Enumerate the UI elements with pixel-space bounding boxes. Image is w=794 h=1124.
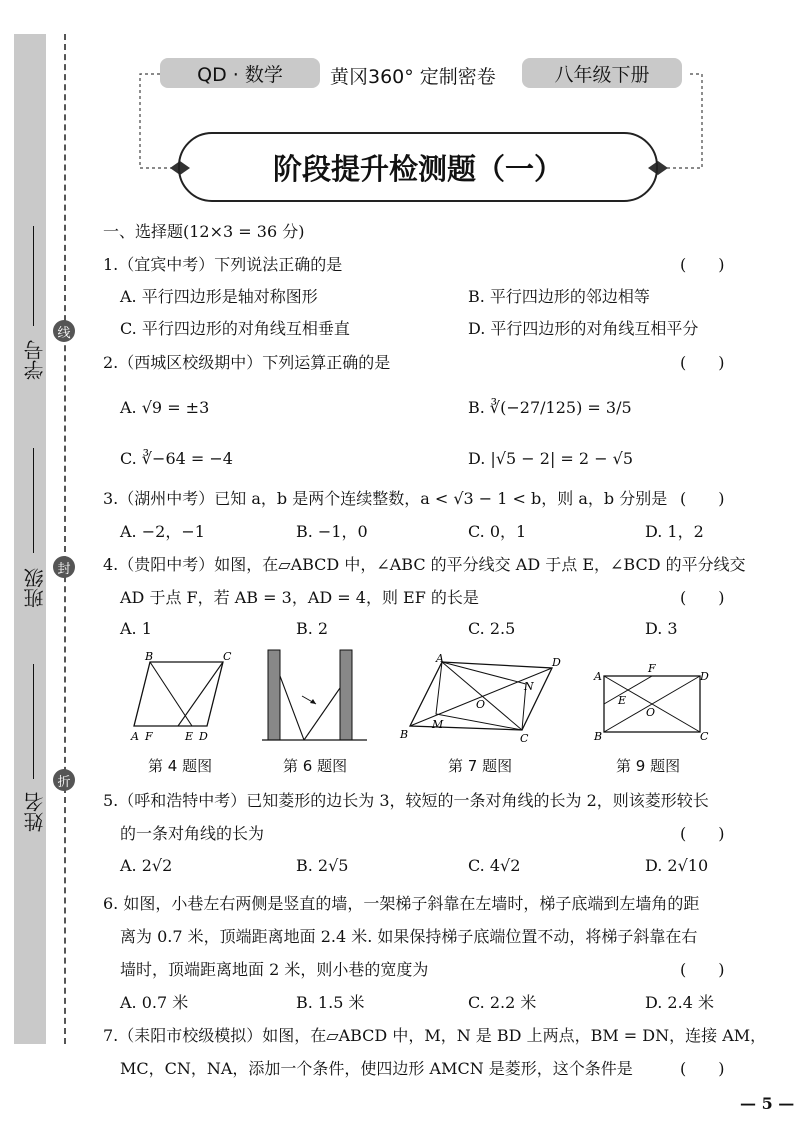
q5-option-c[interactable]: C. 4√2: [468, 856, 521, 875]
svg-text:B: B: [145, 650, 154, 663]
figure-4: [125, 650, 240, 745]
name-blank: [33, 664, 34, 779]
badge-line: 线: [53, 320, 75, 342]
q6-answer-blank[interactable]: ( ): [680, 960, 725, 979]
figure-6: [262, 648, 372, 748]
q5-answer-blank[interactable]: ( ): [680, 824, 725, 843]
q6-option-c[interactable]: C. 2.2 米: [468, 993, 537, 1012]
q3-answer-blank[interactable]: ( ): [680, 489, 725, 508]
q2-option-a[interactable]: A. √9 = ±3: [120, 398, 210, 417]
svg-text:N: N: [524, 680, 534, 693]
q2-option-d[interactable]: D. |√5 − 2| = 2 − √5: [468, 449, 634, 468]
svg-text:E: E: [185, 730, 194, 743]
svg-text:D: D: [552, 656, 561, 669]
svg-text:D: D: [700, 670, 709, 683]
grade-pill: 八年级下册: [522, 58, 682, 88]
fig6-caption: 第 6 题图: [283, 757, 348, 775]
binding-strip: [14, 34, 46, 1044]
svg-text:F: F: [648, 662, 656, 675]
q4-option-d[interactable]: D. 3: [645, 619, 678, 638]
q6-stem-line3: 墙时，顶端距离地面 2 米，则小巷的宽度为: [120, 960, 429, 979]
svg-text:A: A: [594, 670, 602, 683]
svg-text:A: A: [436, 652, 444, 665]
q3-option-a[interactable]: A. −2，−1: [120, 522, 205, 541]
q4-stem-line2: AD 于点 F，若 AB = 3，AD = 4，则 EF 的长是: [120, 588, 479, 607]
svg-text:C: C: [223, 650, 232, 663]
q1-option-b[interactable]: B. 平行四边形的邻边相等: [468, 287, 650, 306]
series-name: 黄冈360° 定制密卷: [330, 66, 496, 88]
svg-text:A: A: [131, 730, 139, 743]
q5-option-a[interactable]: A. 2√2: [120, 856, 173, 875]
q6-option-b[interactable]: B. 1.5 米: [296, 993, 365, 1012]
q4-option-b[interactable]: B. 2: [296, 619, 329, 638]
student-id-label: 学号: [23, 340, 47, 380]
q4-option-c[interactable]: C. 2.5: [468, 619, 516, 638]
q2-stem: 2.（西城区校级期中）下列运算正确的是: [103, 353, 391, 372]
q1-option-d[interactable]: D. 平行四边形的对角线互相平分: [468, 319, 699, 338]
svg-text:C: C: [700, 730, 709, 743]
q6-option-a[interactable]: A. 0.7 米: [120, 993, 189, 1012]
q3-option-d[interactable]: D. 1，2: [645, 522, 704, 541]
q2-answer-blank[interactable]: ( ): [680, 353, 725, 372]
q3-option-b[interactable]: B. −1，0: [296, 522, 368, 541]
svg-text:C: C: [520, 732, 529, 744]
q3-stem: 3.（湖州中考）已知 a，b 是两个连续整数，a < √3 − 1 < b，则 a，b 分别是: [103, 489, 668, 508]
svg-text:O: O: [646, 706, 656, 719]
cut-line: [64, 34, 66, 1044]
q6-stem-line1: 6. 如图，小巷左右两侧是竖直的墙，一架梯子斜靠在左墙时，梯子底端到左墙角的距: [103, 894, 700, 913]
subject-pill: QD · 数学: [160, 58, 320, 88]
q3-option-c[interactable]: C. 0，1: [468, 522, 527, 541]
q2-option-c[interactable]: C. ∛−64 = −4: [120, 449, 233, 468]
badge-seal: 封: [53, 556, 75, 578]
svg-text:E: E: [618, 694, 627, 707]
q7-stem-line2: MC，CN，NA，添加一个条件，使四边形 AMCN 是菱形，这个条件是: [120, 1059, 633, 1078]
q6-stem-line2: 离为 0.7 米，顶端距离地面 2.4 米. 如果保持梯子底端位置不动，将梯子斜靠在右: [120, 927, 698, 946]
badge-fold: 折: [53, 769, 75, 791]
q1-option-a[interactable]: A. 平行四边形是轴对称图形: [120, 287, 318, 306]
q7-stem-line1: 7.（耒阳市校级模拟）如图，在▱ABCD 中，M，N 是 BD 上两点，BM = DN，连接 AM，: [103, 1026, 767, 1045]
q7-answer-blank[interactable]: ( ): [680, 1059, 725, 1078]
q5-stem-line1: 5.（呼和浩特中考）已知菱形的边长为 3，较短的一条对角线的长为 2，则该菱形较长: [103, 791, 709, 810]
student-id-blank: [33, 226, 34, 326]
q4-answer-blank[interactable]: ( ): [680, 588, 725, 607]
figure-9: [590, 660, 715, 745]
svg-text:B: B: [594, 730, 603, 743]
svg-text:F: F: [145, 730, 153, 743]
q5-stem-line2: 的一条对角线的长为: [120, 824, 265, 843]
q5-option-b[interactable]: B. 2√5: [296, 856, 349, 875]
q6-option-d[interactable]: D. 2.4 米: [645, 993, 714, 1012]
q4-option-a[interactable]: A. 1: [120, 619, 152, 638]
class-blank: [33, 448, 34, 553]
class-label: 班级: [23, 568, 47, 608]
page-number: — 5 —: [740, 1094, 794, 1113]
q2-option-b[interactable]: B. ∛(−27/125) = 3/5: [468, 398, 632, 417]
section-heading: 一、选择题(12×3 = 36 分): [103, 222, 305, 241]
svg-text:M: M: [432, 718, 444, 731]
q5-option-d[interactable]: D. 2√10: [645, 856, 709, 875]
svg-text:B: B: [400, 728, 409, 741]
page-title: 阶段提升检测题（一）: [178, 132, 658, 202]
q1-stem: 1.（宜宾中考）下列说法正确的是: [103, 255, 343, 274]
svg-text:D: D: [199, 730, 208, 743]
fig4-caption: 第 4 题图: [148, 757, 213, 775]
fig9-caption: 第 9 题图: [616, 757, 681, 775]
svg-text:O: O: [476, 698, 486, 711]
figure-7: [398, 652, 566, 744]
name-label: 姓名: [23, 792, 47, 832]
fig7-caption: 第 7 题图: [448, 757, 513, 775]
q1-answer-blank[interactable]: ( ): [680, 255, 725, 274]
q4-stem-line1: 4.（贵阳中考）如图，在▱ABCD 中，∠ABC 的平分线交 AD 于点 E，∠BCD 的平分线交: [103, 555, 746, 574]
q1-option-c[interactable]: C. 平行四边形的对角线互相垂直: [120, 319, 350, 338]
